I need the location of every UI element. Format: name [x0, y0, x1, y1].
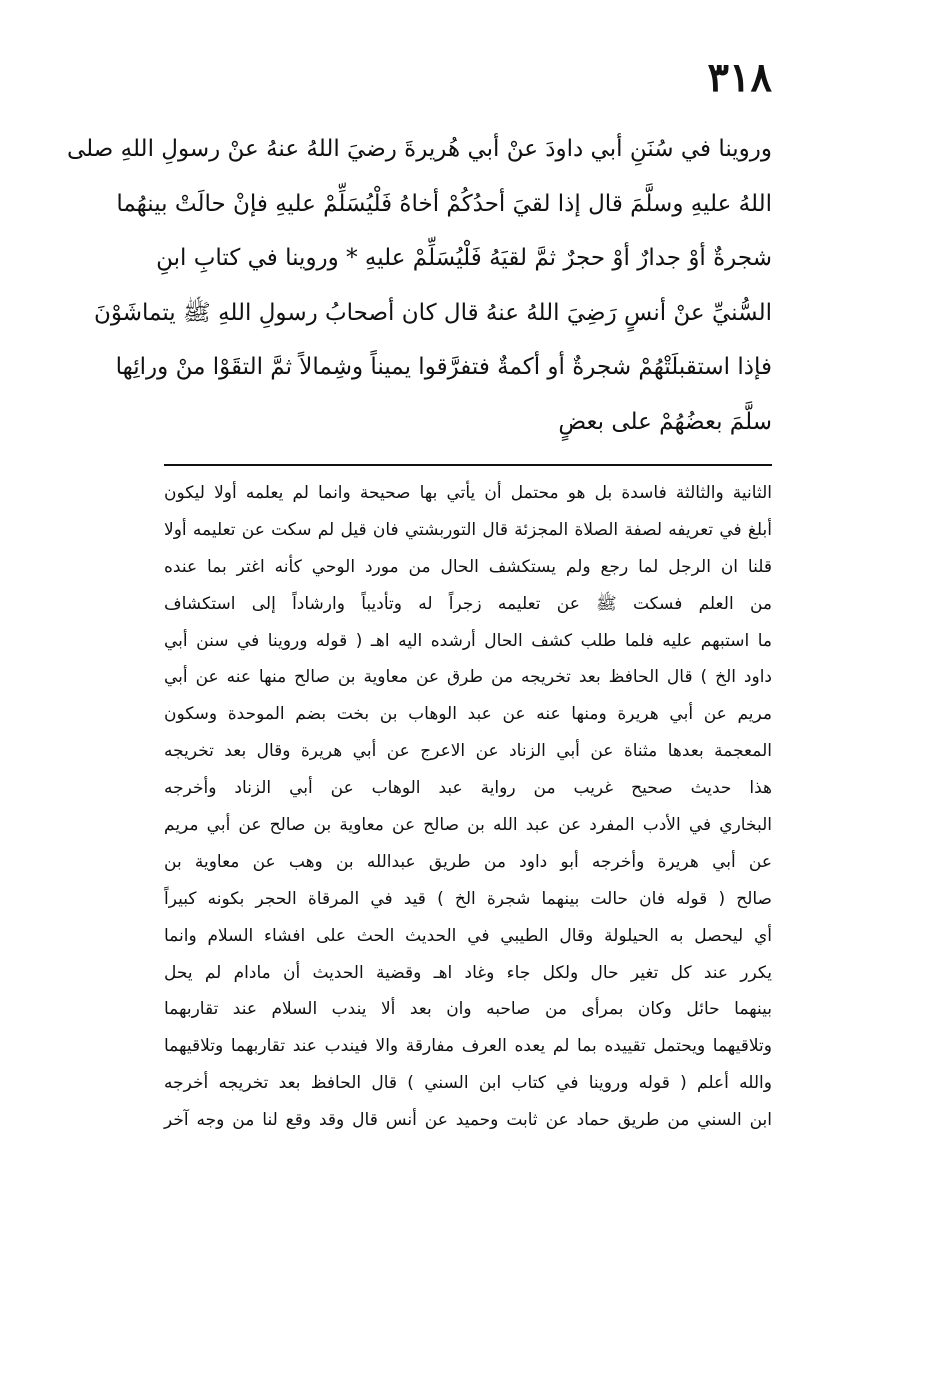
commentary-line: أي ليحصل به الحيلولة وقال الطيبي في الحديث الحث على افشاء السلام وانما	[164, 925, 772, 946]
commentary-line: مريم عن أبي هريرة ومنها عنه عن عبد الوهاب بن بخت بضم الموحدة وسكون	[164, 704, 772, 725]
section-divider	[164, 464, 772, 466]
commentary-line: ابن السني من طريق حماد عن ثابت وحميد عن أنس قال وقد وقع لنا من وجه آخر	[164, 1110, 772, 1131]
commentary-line: أبلغ في تعريفه لصفة الصلاة المجزئة قال التوربشتي فان قيل لم سكت عن تعليمه أولا	[164, 519, 772, 540]
commentary-line: يكرر عند كل تغير حال ولكل جاء وغاد اهـ وقضية الحديث أن مادام لم يحل	[164, 962, 772, 983]
commentary-line: والله أعلم ( قوله وروينا في كتاب ابن السني ) قال الحافظ بعد تخريجه أخرجه	[164, 1073, 772, 1094]
main-text-line: سلَّمَ بعضُهُمْ على بعضٍ	[558, 408, 772, 435]
commentary-line: قلنا ان الرجل لما رجع ولم يستكشف الحال من مورد الوحي كأنه اغتر بما عنده	[164, 556, 772, 577]
main-text-line: اللهُ عليهِ وسلَّمَ قال إذا لقيَ أحدُكُمْ أخاهُ فَلْيُسَلِّمْ عليهِ فإنْ حالَتْ بينهُما	[116, 190, 772, 217]
page-number: ٣١٨	[707, 54, 772, 101]
commentary-line: بينهما حائل وكان بمرأى من صاحبه وان بعد ألا يندب السلام عند تقاربهما	[164, 999, 772, 1020]
commentary-line: هذا حديث صحيح غريب من رواية عبد الوهاب عن أبي الزناد وأخرجه	[164, 778, 772, 799]
commentary-line: البخاري في الأدب المفرد عن عبد الله بن صالح عن معاوية بن صالح عن أبي مريم	[164, 815, 772, 836]
main-text-line: وروينا في سُنَنِ أبي داودَ عنْ أبي هُريرةَ رضيَ اللهُ عنهُ عنْ رسولِ اللهِ صلى	[66, 136, 772, 162]
commentary-line: داود الخ ) قال الحافظ بعد تخريجه من طرق عن معاوية بن صالح منها عنه عن أبي	[164, 667, 772, 688]
commentary-line: الثانية والثالثة فاسدة بل هو محتمل أن يأتي بها صحيحة وانما لم يعلمه أولا ليكون	[164, 483, 772, 503]
main-text-line: فإذا استقبلَتْهُمْ شجرةٌ أو أكمةٌ فتفرَّقوا يميناً وشِمالاً ثمَّ التقَوْا منْ ورائِها	[115, 354, 772, 380]
commentary-line: صالح ( قوله فان حالت بينهما شجرة الخ ) قيد في المرقاة الحجر بكونه كبيراً	[164, 888, 772, 909]
commentary-line: ما استبهم عليه فلما طلب كشف الحال أرشده اليه اهـ ( قوله وروينا في سنن أبي	[164, 630, 772, 651]
commentary-text	[164, 475, 772, 1139]
commentary-line: المعجمة بعدها مثناة عن أبي الزناد عن الاعرج عن أبي هريرة وقال بعد تخريجه	[164, 741, 772, 762]
commentary-line: عن أبي هريرة وأخرجه أبو داود من طريق عبدالله بن وهب عن معاوية بن	[164, 851, 772, 872]
commentary-line: وتلاقيهما ويحتمل تقييده بما لم يعده العرف مفارقة والا فيندب عند تقاربهما وتلاقيهما	[164, 1036, 772, 1057]
main-text-line: شجرةٌ أوْ جدارٌ أوْ حجرٌ ثمَّ لقيَهُ فَلْيُسَلِّمْ عليهِ * وروينا في كتابِ ابنِ	[156, 245, 772, 271]
commentary-line: من العلم فسكت ﷺ عن تعليمه زجراً له وتأديباً وارشاداً إلى استكشاف	[164, 593, 772, 614]
main-text	[66, 122, 772, 449]
main-text-line: السُّنيِّ عنْ أنسٍ رَضِيَ اللهُ عنهُ قال كان أصحابُ رسولِ اللهِ ﷺ يتماشَوْنَ	[93, 299, 772, 326]
